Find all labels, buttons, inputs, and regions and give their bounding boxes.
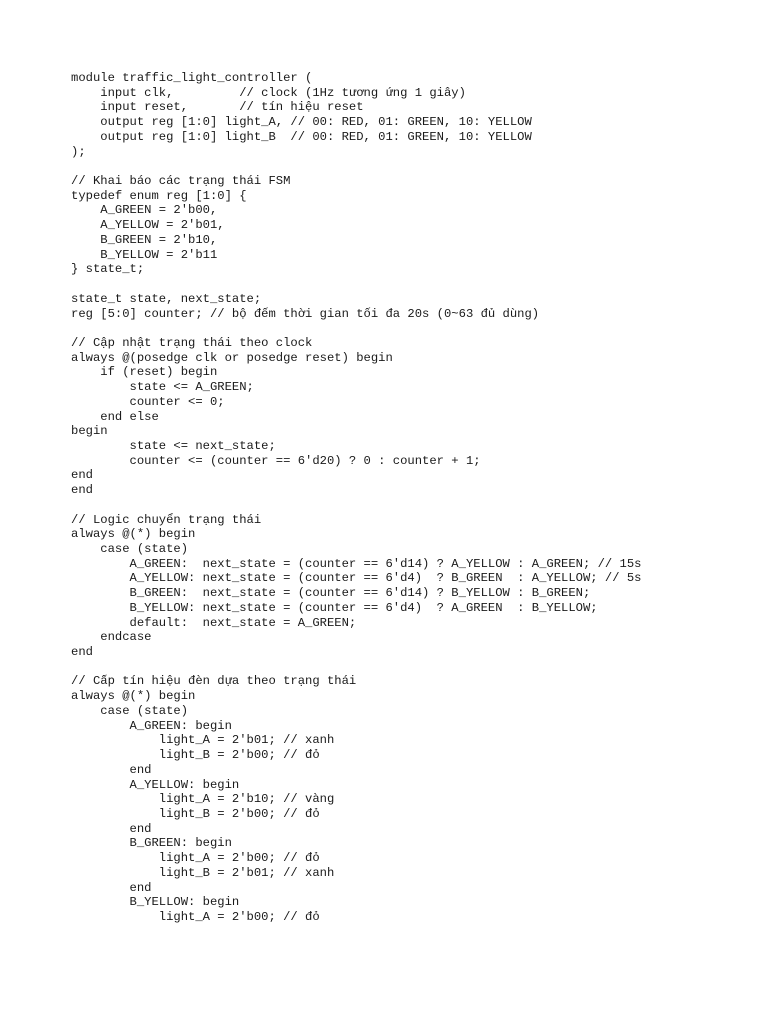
code-line: end xyxy=(71,645,93,660)
code-line: A_GREEN: next_state = (counter == 6'd14) ? A_YELLOW : A_GREEN; // 15s xyxy=(71,556,642,571)
code-line: case (state) xyxy=(71,542,189,556)
code-line xyxy=(71,277,758,292)
code-line: } state_t; xyxy=(71,262,145,277)
code-line: default: next_state = A_GREEN; xyxy=(71,615,357,630)
code-line: end xyxy=(71,483,93,498)
code-line xyxy=(71,321,758,336)
code-line: always @(posedge clk or posedge reset) begin xyxy=(71,350,393,365)
code-line xyxy=(71,498,758,513)
code-line: input reset, // tín hiệu reset xyxy=(71,100,364,115)
code-line xyxy=(71,159,758,174)
code-line xyxy=(71,660,758,675)
code-line: end xyxy=(71,880,152,895)
code-line: always @(*) begin xyxy=(71,689,196,704)
code-line: case (state) xyxy=(71,703,189,718)
code-line: light_A = 2'b00; // đỏ xyxy=(71,909,320,924)
code-line: // Logic chuyển trạng thái xyxy=(71,512,262,527)
code-line: light_A = 2'b00; // đỏ xyxy=(71,851,320,866)
code-line: light_A = 2'b01; // xanh xyxy=(71,733,335,748)
code-line: endcase xyxy=(71,630,152,645)
code-line: A_GREEN: begin xyxy=(71,718,232,733)
code-line: state <= A_GREEN; xyxy=(71,380,254,395)
code-line: B_GREEN: begin xyxy=(71,836,232,851)
code-line: output reg [1:0] light_B // 00: RED, 01: GREEN, 10: YELLOW xyxy=(71,129,532,144)
code-line: ); xyxy=(71,144,86,159)
code-line: A_YELLOW = 2'b01, xyxy=(71,218,225,233)
code-line: // Cấp tín hiệu đèn dựa theo trạng thái xyxy=(71,674,357,689)
code-line: always @(*) begin xyxy=(71,527,196,542)
code-line: light_A = 2'b10; // vàng xyxy=(71,792,335,807)
code-line: begin xyxy=(71,424,108,439)
code-line: B_GREEN = 2'b10, xyxy=(71,232,218,247)
code-line: B_YELLOW: next_state = (counter == 6'd4) ? A_GREEN : B_YELLOW; xyxy=(71,600,598,615)
code-listing xyxy=(71,71,758,925)
code-line: A_GREEN = 2'b00, xyxy=(71,203,218,218)
code-line: light_B = 2'b00; // đỏ xyxy=(71,748,320,763)
code-line: end xyxy=(71,762,152,777)
code-line: output reg [1:0] light_A, // 00: RED, 01: GREEN, 10: YELLOW xyxy=(71,115,532,130)
code-line: light_B = 2'b00; // đỏ xyxy=(71,806,320,821)
code-line: module traffic_light_controller ( xyxy=(71,71,313,85)
code-line: state <= next_state; xyxy=(71,438,276,453)
code-line: input clk, // clock (1Hz tương ứng 1 giây) xyxy=(71,85,466,100)
code-line: B_YELLOW: begin xyxy=(71,895,240,910)
code-line: typedef enum reg [1:0] { xyxy=(71,188,247,203)
code-line: state_t state, next_state; xyxy=(71,291,262,306)
code-line: reg [5:0] counter; // bộ đếm thời gian tối đa 20s (0~63 đủ dùng) xyxy=(71,306,540,321)
code-line: A_YELLOW: begin xyxy=(71,777,240,792)
code-line: counter <= (counter == 6'd20) ? 0 : counter + 1; xyxy=(71,453,481,468)
code-line: // Khai báo các trạng thái FSM xyxy=(71,174,291,189)
code-line: // Cập nhật trạng thái theo clock xyxy=(71,335,313,350)
code-line: A_YELLOW: next_state = (counter == 6'd4) ? B_GREEN : A_YELLOW; // 5s xyxy=(71,571,642,586)
code-line: counter <= 0; xyxy=(71,394,225,409)
code-line: end xyxy=(71,468,93,483)
code-line: end xyxy=(71,821,152,836)
code-line: if (reset) begin xyxy=(71,365,218,380)
code-line: B_GREEN: next_state = (counter == 6'd14) ? B_YELLOW : B_GREEN; xyxy=(71,586,591,601)
code-line: end else xyxy=(71,409,159,424)
code-line: light_B = 2'b01; // xanh xyxy=(71,865,335,880)
code-line: B_YELLOW = 2'b11 xyxy=(71,247,218,262)
